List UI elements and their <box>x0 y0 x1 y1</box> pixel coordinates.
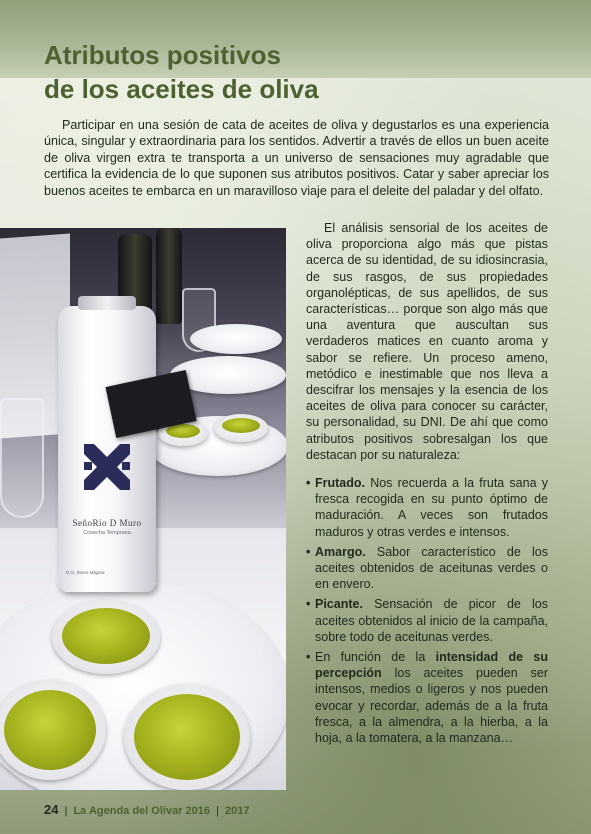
bullet-marker: • <box>306 650 311 665</box>
oil-front-1 <box>62 608 150 664</box>
publication-name: La Agenda del Olivar 2016 <box>73 805 210 817</box>
page-footer <box>44 802 249 818</box>
plate-back-1 <box>190 324 282 354</box>
title-bold-word: Atributos <box>44 40 160 70</box>
bottle-logo-icon <box>80 440 134 494</box>
bullet-marker: • <box>306 597 311 612</box>
tasting-photo <box>0 228 286 790</box>
body-paragraph: El análisis sensorial de los aceites de oliva proporciona algo más que pistas acerca de su identidad, de su idiosincrasia, de sus rasgos, de sus propiedades organolépticas, de sus apellidos, de sus características… porque son algo más que una aventura que auscultan sus verdaderos matices en cuanto aroma y sabor se refiere. Un proceso ameno, metódico e inestimable que nos lleva a descifrar los mensajes y la esencia de los aceites de oliva para conocer su carácter, su personalidad, su DNI. De ahí que como atributos positivos sobresalgan los que destacan por su naturaleza: <box>306 221 548 462</box>
bullet-text: Sensación de picor de los aceites obtenidos al inicio de la campaña, sobre todo de aceitunas verdes. <box>315 597 548 644</box>
wine-glass-2 <box>0 398 44 518</box>
dark-bottle-2 <box>156 228 182 324</box>
bullet-text: los aceites pueden ser intensos, medios o ligeros y nos pueden evocar y recordar, además de a la fruta fresca, a la almendra, a la hierba, a la hoja, a la tomatera, a la manzana… <box>315 666 548 746</box>
oil-front-3 <box>134 694 240 780</box>
article-title <box>44 38 564 106</box>
title-rest-word: positivos <box>166 40 281 70</box>
list-item-amargo <box>306 544 548 593</box>
list-item-picante <box>306 596 548 645</box>
list-item-frutado <box>306 475 548 540</box>
body-column <box>306 220 548 750</box>
bottle-origin: D.O. Sierra Mágina <box>66 570 105 575</box>
footer-separator: | <box>64 805 68 817</box>
bullet-text: Sabor característico de los aceites obtenidos de aceitunas verdes o en envero. <box>315 544 548 592</box>
bottle-brand: SeñoRío D Muro <box>72 518 142 528</box>
list-item-intensidad <box>306 649 548 746</box>
intro-paragraph: Participar en una sesión de cata de aceites de oliva y degustarlos es una experiencia única, singular y extraordinaria para los sentidos. Advertir a través de ellos un buen aceite de oliva virgen extra te transporta a un universo de sensaciones muy agradable que certifica la evidencia de lo que suponen sus atributos positivos. Catar y saber apreciar los buenos aceites te embarca en un maravilloso viaje para el deleite del paladar y del olfato. <box>44 118 549 198</box>
bullet-term: Picante. <box>315 597 363 612</box>
oil-front-2 <box>4 690 96 770</box>
bottle-cap <box>78 296 136 310</box>
attributes-list <box>306 475 548 746</box>
bullet-marker: • <box>306 544 311 559</box>
publication-year: 2017 <box>224 805 250 817</box>
bullet-term: intensidad de su percepción <box>315 650 548 681</box>
page-number: 24 <box>44 802 59 817</box>
title-line-1 <box>44 38 564 72</box>
bullet-term: Amargo. <box>315 544 366 559</box>
footer-separator-2: | <box>216 805 219 817</box>
bullet-pre: En función de la <box>315 650 436 665</box>
title-line-2: de los aceites de oliva <box>44 74 319 104</box>
bullet-text: Nos recuerda a la fruta sana y fresca recogida en su punto óptimo de maduración. A veces son frutados maduros y otras verdes e intensos. <box>315 476 548 539</box>
bullet-term: Frutado. <box>315 476 365 491</box>
bottle-subtitle: Cosecha Temprana <box>83 530 131 536</box>
bullet-marker: • <box>306 476 311 491</box>
oil-mid-2 <box>222 418 260 433</box>
